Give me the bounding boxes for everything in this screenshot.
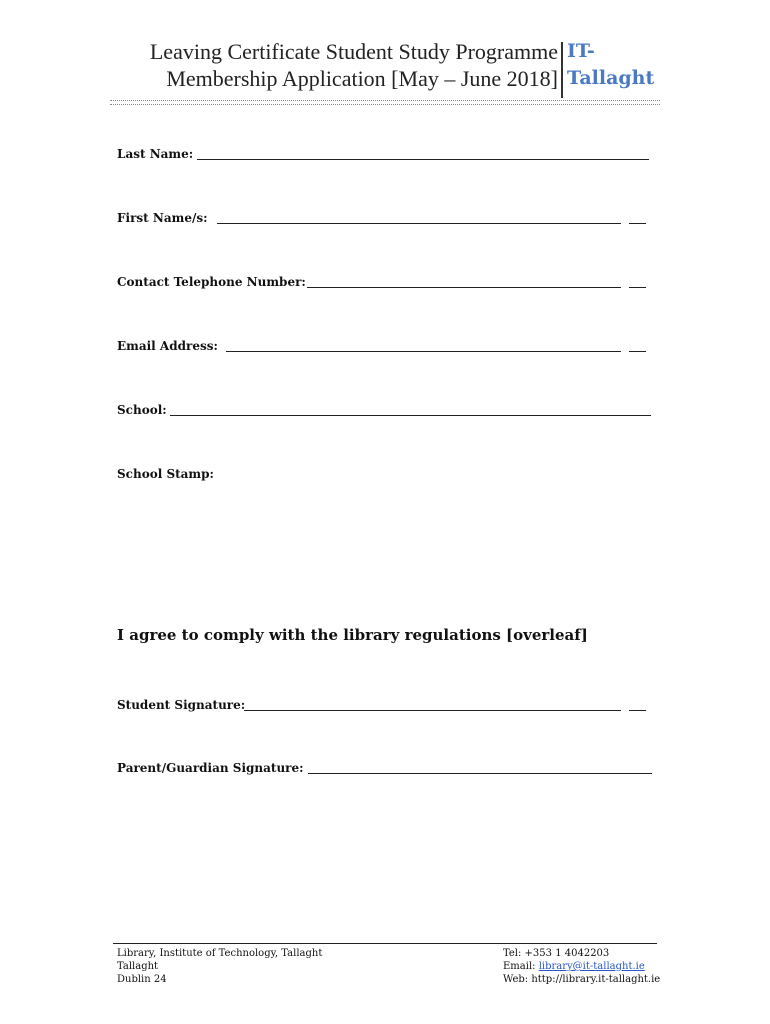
title-line-1: Leaving Certificate Student Study Programme bbox=[149, 39, 558, 64]
footer-contact bbox=[503, 947, 660, 986]
document-header bbox=[110, 38, 660, 98]
email-line[interactable] bbox=[226, 351, 621, 352]
phone-line[interactable] bbox=[307, 287, 621, 288]
school-label: School: bbox=[117, 403, 167, 417]
header-rule bbox=[110, 100, 660, 105]
footer-web[interactable]: Web: http://library.it-tallaght.ie bbox=[503, 974, 661, 985]
student-signature-line-end bbox=[629, 710, 646, 711]
email-label: Email Address: bbox=[117, 339, 218, 353]
footer-rule bbox=[113, 943, 657, 944]
footer-email-link[interactable]: library@it-tallaght.ie bbox=[538, 961, 645, 972]
address-line-1: Library, Institute of Technology, Tallaght bbox=[117, 948, 323, 959]
footer-address bbox=[117, 947, 322, 986]
document-title bbox=[110, 38, 558, 92]
footer-email-label: Email: bbox=[503, 961, 539, 972]
brand-line-1: IT- bbox=[567, 40, 595, 62]
school-stamp-label: School Stamp: bbox=[117, 467, 214, 481]
agreement-statement: I agree to comply with the library regulations [overleaf] bbox=[117, 626, 588, 644]
parent-signature-line[interactable] bbox=[308, 773, 652, 774]
footer-email bbox=[503, 960, 660, 973]
parent-signature-label: Parent/Guardian Signature: bbox=[117, 761, 304, 775]
address-line-2: Tallaght bbox=[117, 961, 159, 972]
last-name-label: Last Name: bbox=[117, 147, 194, 161]
phone-line-end bbox=[629, 287, 646, 288]
header-divider bbox=[561, 42, 563, 98]
footer-tel: Tel: +353 1 4042203 bbox=[503, 948, 610, 959]
first-names-line[interactable] bbox=[217, 223, 621, 224]
address-line-3: Dublin 24 bbox=[117, 974, 167, 985]
first-names-line-end bbox=[629, 223, 646, 224]
phone-label: Contact Telephone Number: bbox=[117, 275, 306, 289]
student-signature-line[interactable] bbox=[244, 710, 621, 711]
institution-brand bbox=[567, 38, 654, 92]
email-line-end bbox=[629, 351, 646, 352]
last-name-line[interactable] bbox=[197, 159, 649, 160]
brand-line-2: Tallaght bbox=[567, 67, 655, 89]
school-line[interactable] bbox=[170, 415, 651, 416]
first-names-label: First Name/s: bbox=[117, 211, 208, 225]
student-signature-label: Student Signature: bbox=[117, 698, 246, 712]
title-line-2: Membership Application [May – June 2018] bbox=[166, 66, 558, 91]
